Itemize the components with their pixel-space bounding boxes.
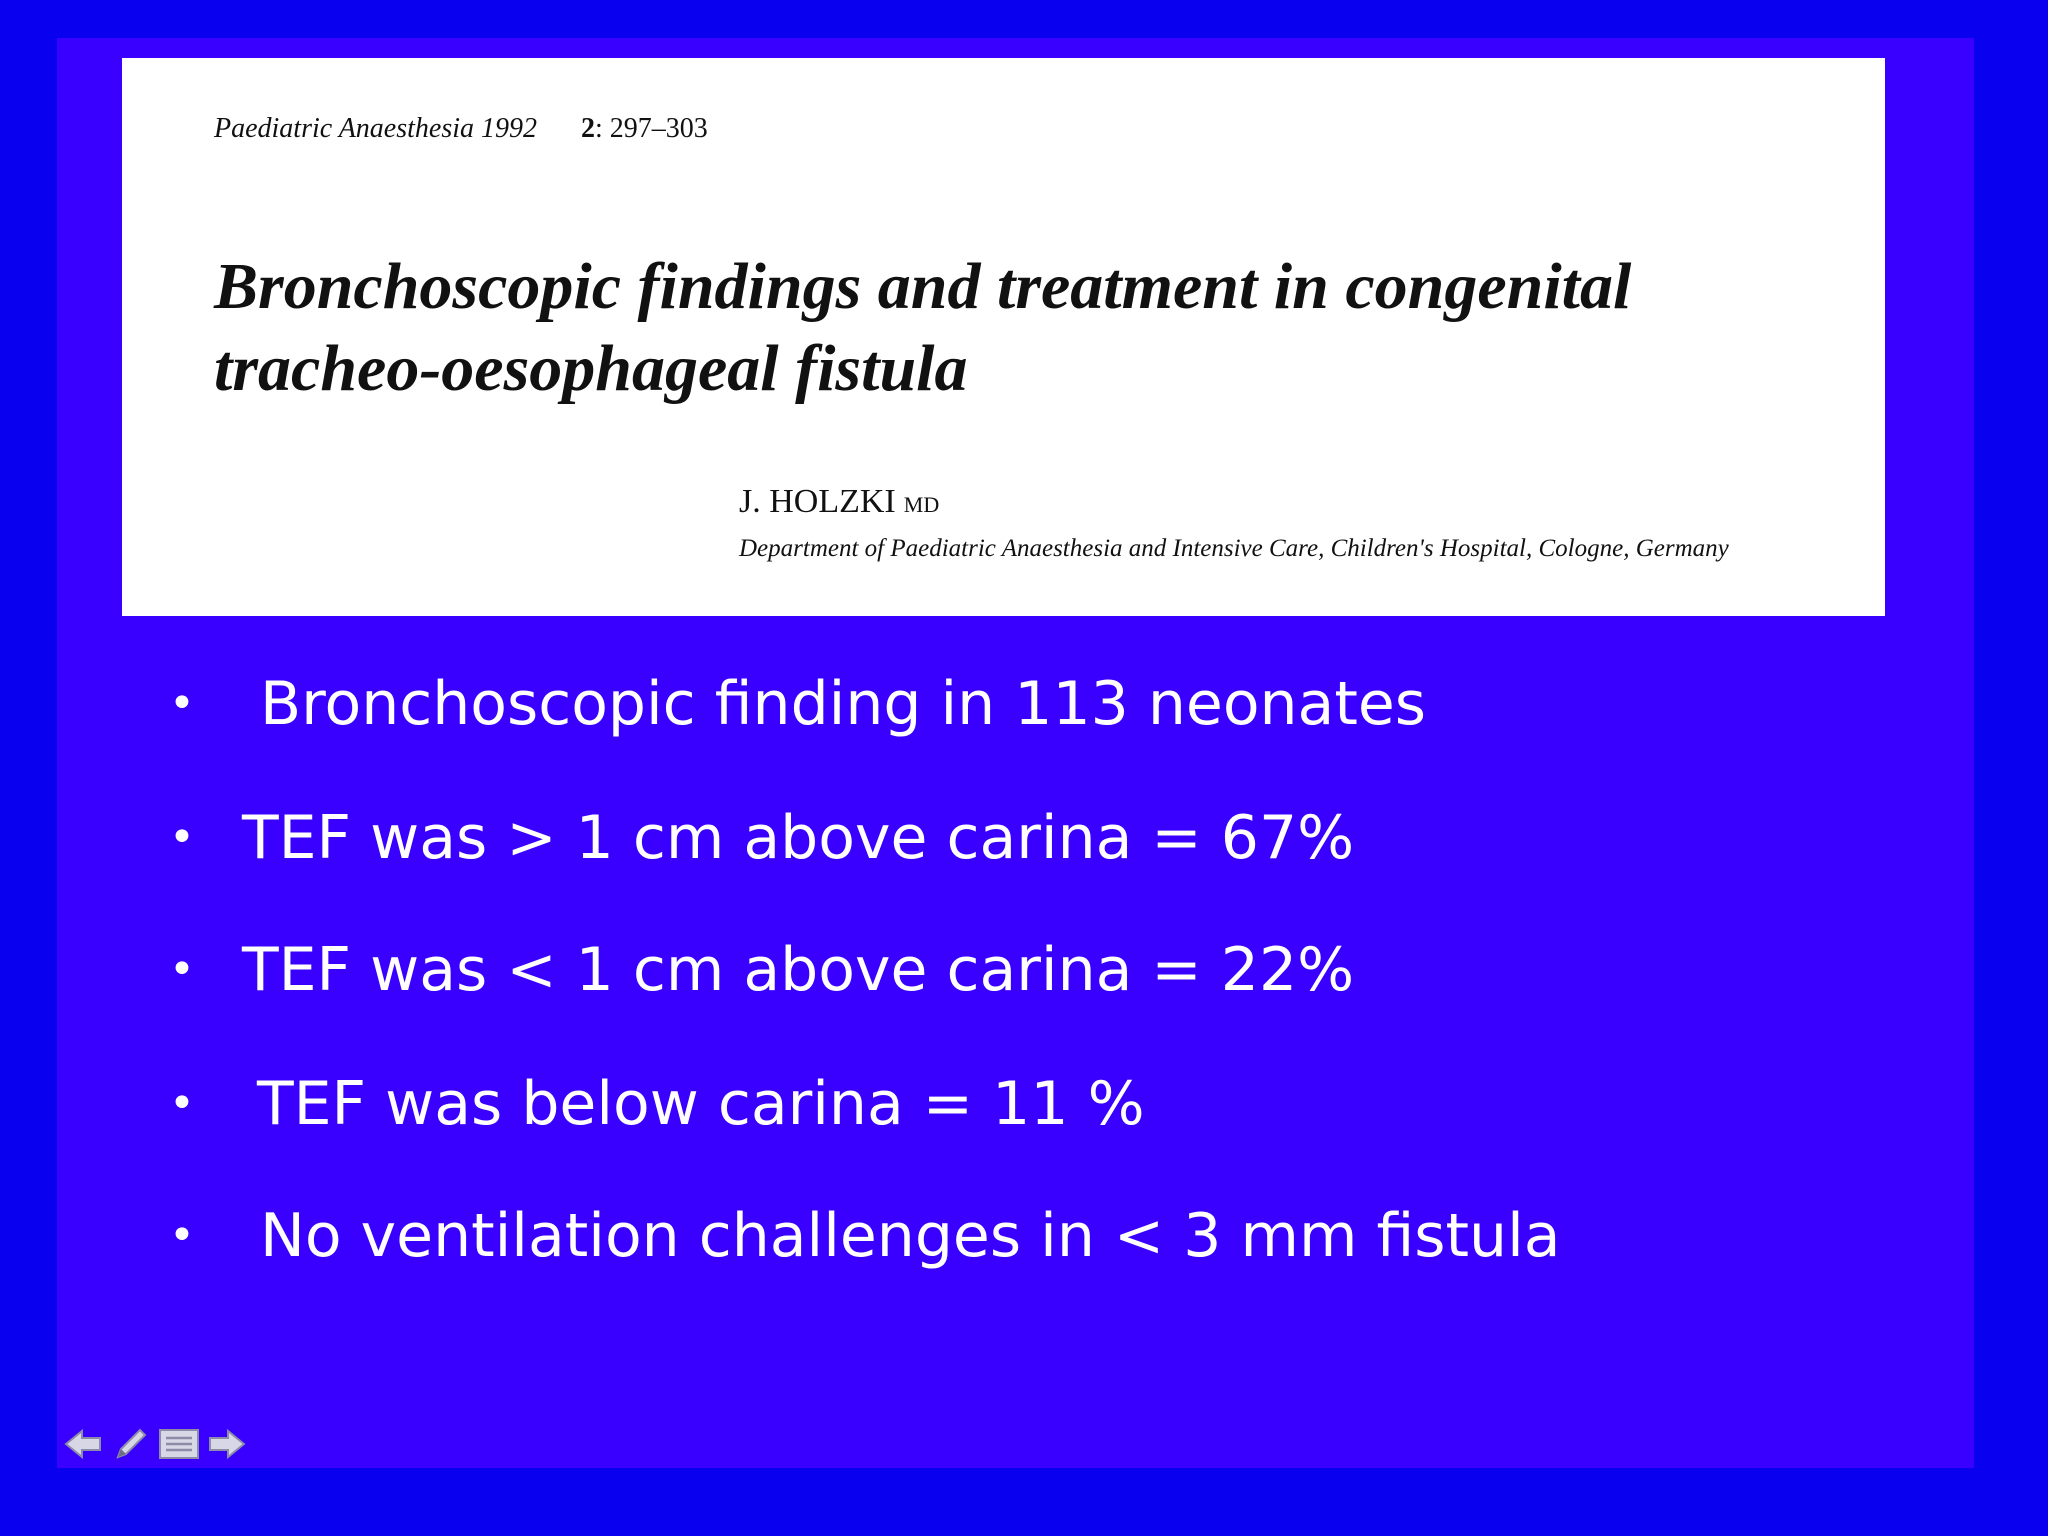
next-slide-button[interactable] <box>206 1424 248 1464</box>
paper-header-image <box>122 58 1885 616</box>
bullet-text: Bronchoscopic finding in 113 neonates <box>260 669 1427 739</box>
slide <box>57 38 1974 1468</box>
pen-icon <box>113 1426 149 1462</box>
paper-title: Bronchoscopic findings and treatment in congenital tracheo-oesophageal fistula <box>214 250 1632 405</box>
bullet-marker: • <box>169 1078 195 1129</box>
paper-author <box>739 483 939 521</box>
next-arrow-icon <box>208 1428 246 1460</box>
bullet-text: TEF was > 1 cm above carina = 67% <box>242 803 1355 873</box>
menu-icon <box>159 1428 199 1460</box>
journal-citation <box>214 113 708 145</box>
bullet-marker: • <box>169 944 195 995</box>
bullet-text: TEF was < 1 cm above carina = 22% <box>242 935 1355 1005</box>
bullet-marker: • <box>169 1210 195 1261</box>
citation-pages <box>581 113 708 144</box>
journal-name: Paediatric Anaesthesia 1992 <box>214 113 537 144</box>
author-affiliation: Department of Paediatric Anaesthesia and Intensive Care, Children's Hospital, Cologne, Germany <box>739 535 1729 562</box>
author-name: J. HOLZKI <box>739 483 896 520</box>
author-degree: MD <box>903 492 940 517</box>
bullet-text: TEF was below carina = 11 % <box>257 1069 1145 1139</box>
bullet-marker: • <box>169 678 195 729</box>
slide-menu-button[interactable] <box>158 1424 200 1464</box>
pen-tool-button[interactable] <box>110 1424 152 1464</box>
previous-arrow-icon <box>64 1428 102 1460</box>
bullet-marker: • <box>169 812 195 863</box>
page-range: : 297–303 <box>595 113 708 144</box>
volume-number: 2 <box>581 113 595 144</box>
previous-slide-button[interactable] <box>62 1424 104 1464</box>
slideshow-navigation <box>62 1424 248 1464</box>
bullet-text: No ventilation challenges in < 3 mm fistula <box>260 1201 1561 1271</box>
